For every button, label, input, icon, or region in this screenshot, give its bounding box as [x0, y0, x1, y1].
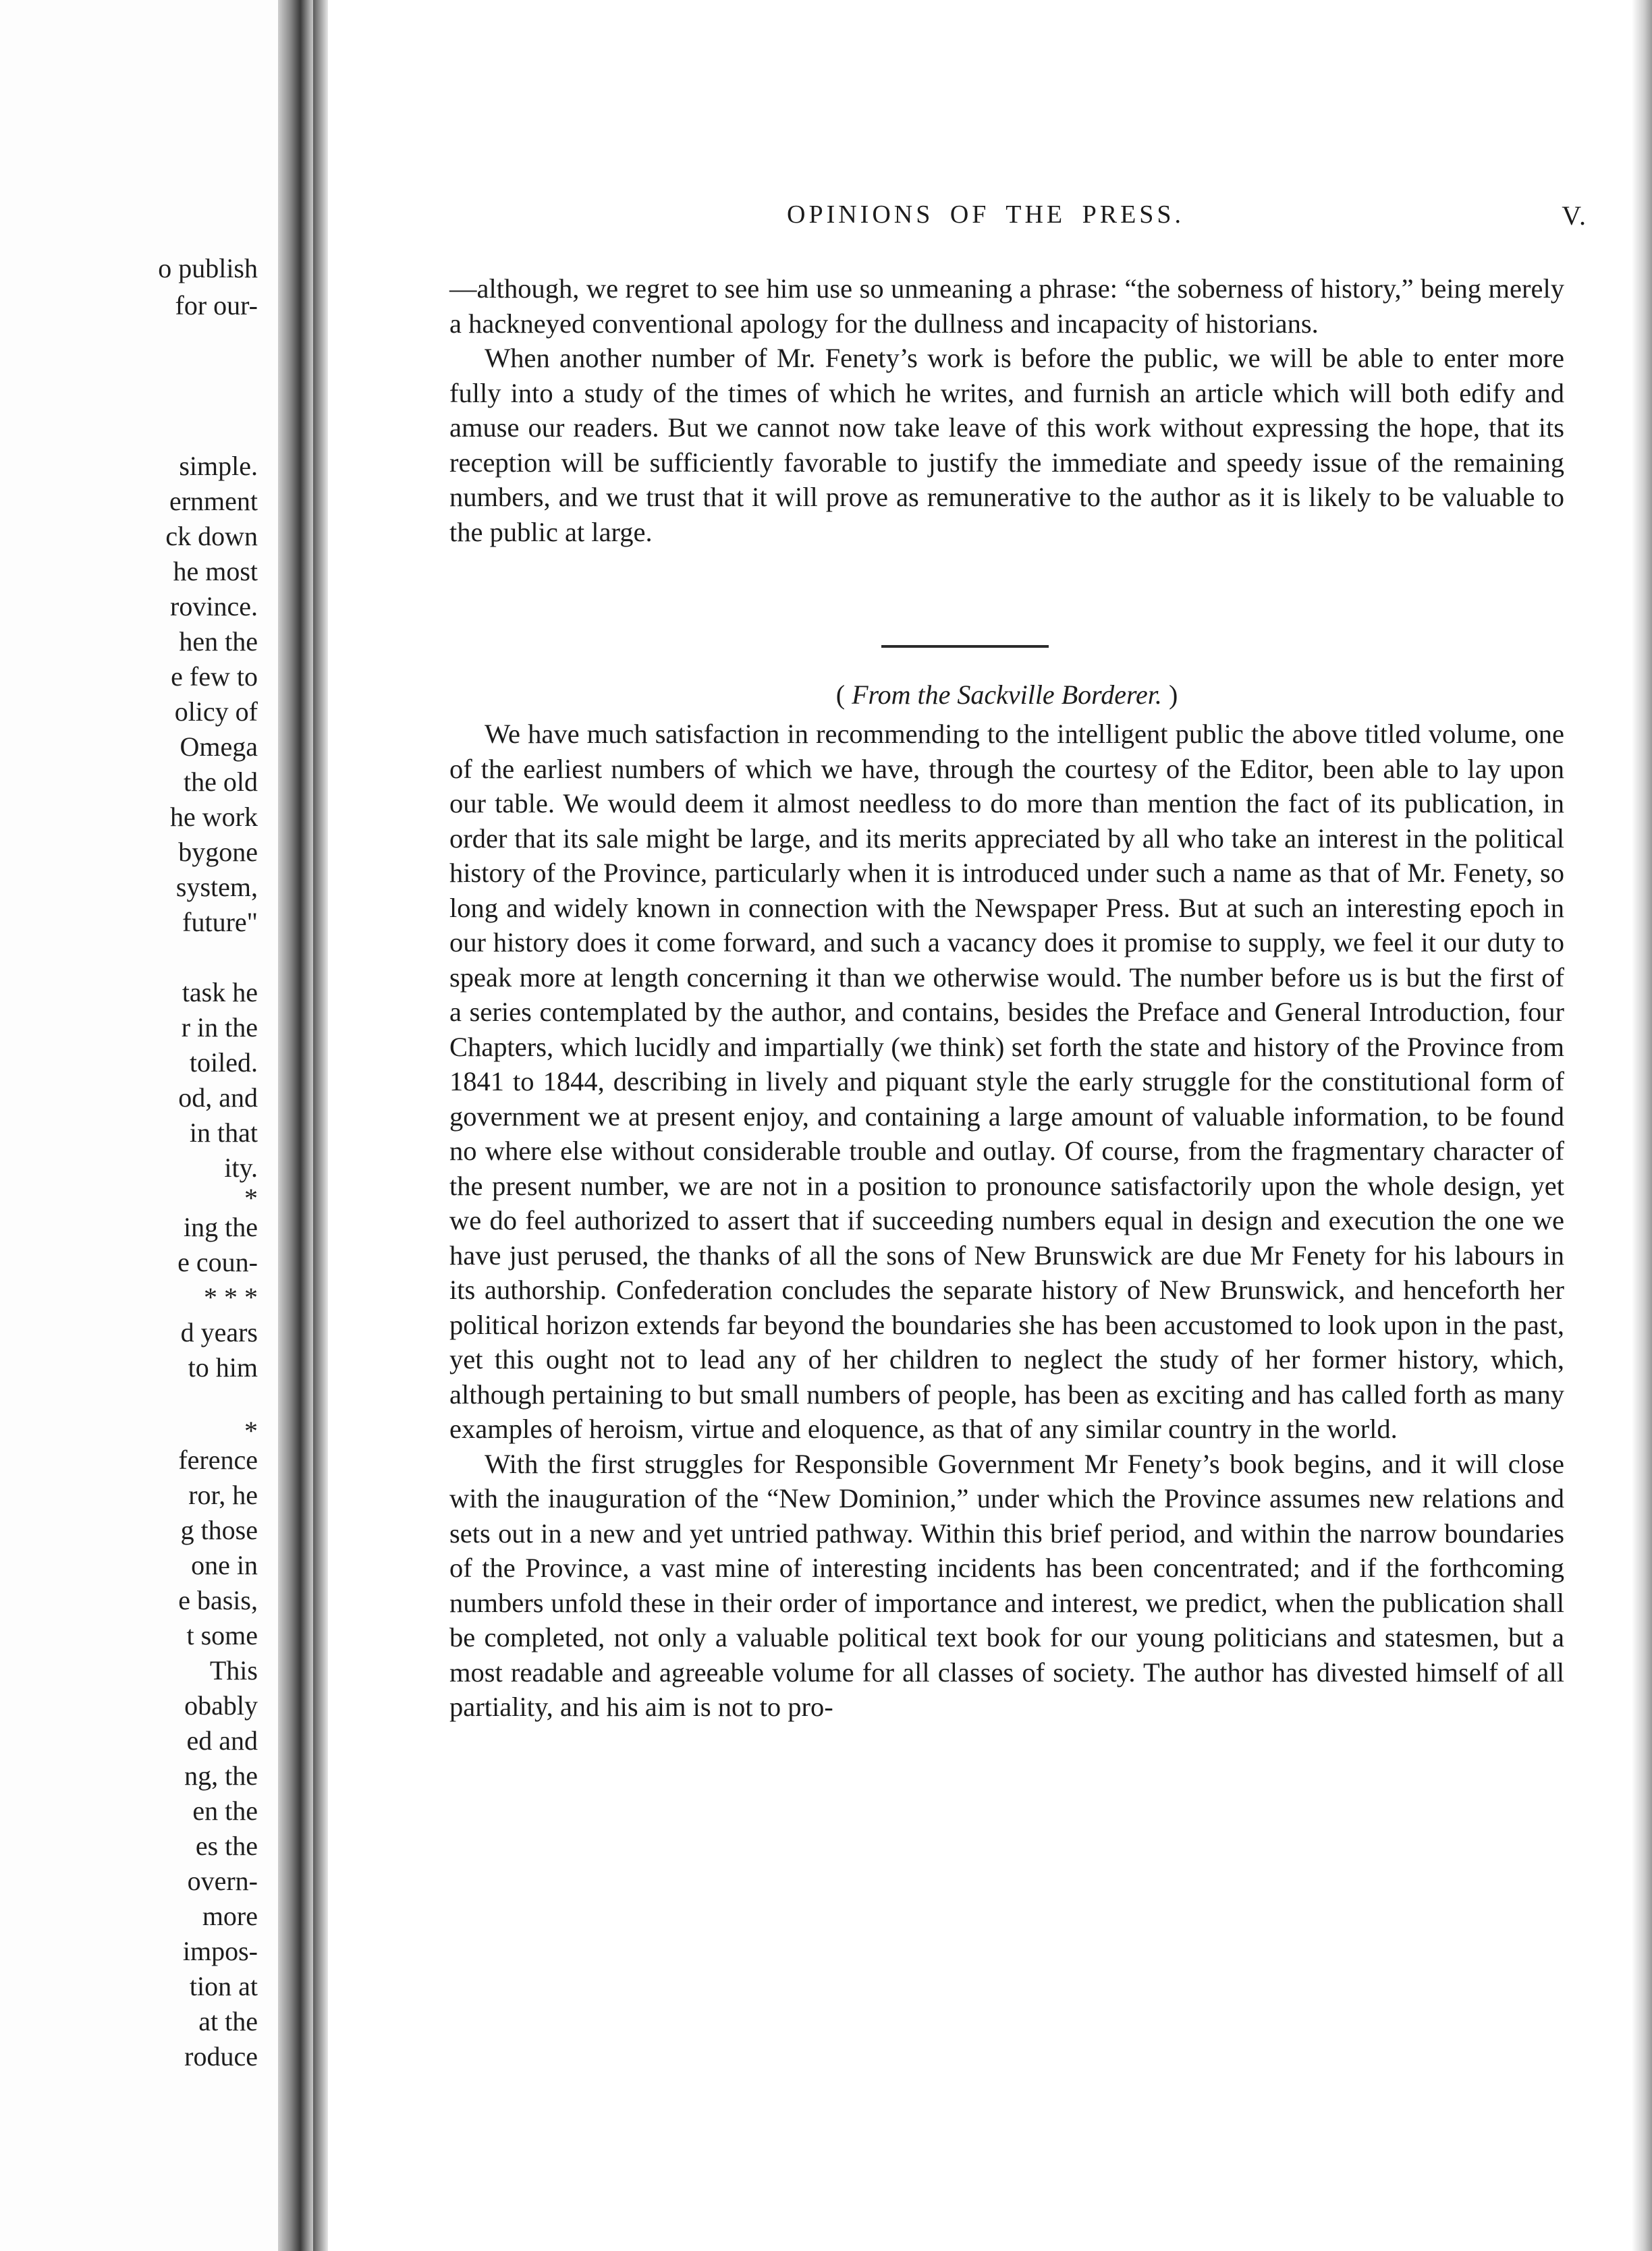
left-page-text-fragment: impos-	[182, 1936, 258, 1966]
left-page-text-fragment: one in	[191, 1550, 258, 1580]
left-page-text-fragment: system,	[175, 872, 258, 902]
left-page-text-fragment: task he	[182, 977, 258, 1007]
left-page-text-fragment: obably	[184, 1690, 258, 1721]
left-page-text-fragment: in that	[189, 1117, 258, 1148]
left-page-text-fragment: he work	[170, 802, 258, 832]
left-page-text-fragment: overn-	[187, 1866, 258, 1896]
left-page-text-fragment: ed and	[186, 1725, 258, 1756]
section-divider-rule	[881, 645, 1049, 648]
bottom-text-column	[449, 717, 1564, 1725]
left-page-text-fragment: e coun-	[177, 1247, 258, 1277]
left-page-text-fragment: ernment	[169, 486, 258, 516]
book-gutter-edge	[313, 0, 328, 2251]
left-page-text-fragment: This	[209, 1655, 258, 1686]
left-page-text-fragment: ing the	[184, 1212, 258, 1242]
left-page-text-fragment: ck down	[165, 521, 258, 551]
left-page-text-fragment: at the	[198, 2006, 258, 2036]
left-page-text-fragment: Omega	[180, 731, 258, 762]
left-page-text-fragment: ror, he	[188, 1480, 258, 1510]
left-page-text-fragment: ity.	[224, 1152, 258, 1183]
left-page-text-fragment: r in the	[181, 1012, 258, 1043]
left-page-text-fragment: olicy of	[174, 696, 258, 727]
left-page-text-fragment: es the	[195, 1831, 258, 1861]
book-page	[328, 0, 1632, 2251]
left-page-text-fragment: rovince.	[170, 591, 258, 621]
source-attribution	[449, 678, 1564, 712]
left-page-text-fragment: toiled.	[189, 1047, 258, 1078]
left-page-text-fragment: more	[202, 1901, 258, 1931]
body-paragraph: With the first struggles for Responsible Government Mr Fenety’s book begins, and it will close with the inauguration of the “New Dominion,” under which the Province assumes new relations and sets out in a new and yet untried pathway. Within this brief period, and within the narrow boundaries of the Province, a vast mine of interesting incidents has been concentrated; and if the forthcoming numbers unfold these in their order of importance and interest, we predict, when the publication shall be completed, not only a valuable political text book for our young politicians and statesmen, but a most readable and agreeable volume for all classes of society. The author has divested himself of all partiality, and his aim is not to pro-	[449, 1448, 1564, 1722]
left-page-text-fragment: *	[244, 1416, 258, 1446]
left-page-text-fragment: od, and	[178, 1082, 258, 1113]
source-title: From the Sackville Borderer.	[852, 679, 1162, 710]
body-paragraph: —although, we regret to see him use so unmeaning a phrase: “the soberness of history,” being merely a hackneyed conventional apology for the dullness and incapacity of historians.	[449, 273, 1564, 339]
left-page-text-fragment: tion at	[189, 1971, 258, 2001]
top-text-column	[449, 271, 1564, 549]
left-page-text-fragment: e few to	[171, 661, 258, 692]
left-page-text-fragment: to him	[188, 1352, 258, 1383]
left-page-text-fragment: the old	[184, 767, 258, 797]
left-page-text-fragment: * * *	[204, 1282, 258, 1312]
body-paragraph: We have much satisfaction in recommending to the intelligent public the above titled volume, one of the earliest numbers of which we have, through the courtesy of the Editor, been able to lay upon our table. We would deem it almost needless to do more than mention the fact of its publication, in order that its sale might be large, and its merits appreciated by all who take an interest in the political history of the Province, particularly when it is introduced under such a name as that of Mr. Fenety, so long and widely known in connection with the Newspaper Press. But at such an interesting epoch in our history does it come forward, and such a vacancy does it promise to supply, we feel it our duty to speak more at length concerning it than we otherwise would. The number before us is but the first of a series contemplated by the author, and contains, besides the Preface and General Introduction, four Chapters, which lucidly and impartially (we think) set forth the state and history of the Province from 1841 to 1844, describing in lively and piquant style the early struggle for the constitutional form of government we at present enjoy, and containing a large amount of valuable information, to be found no where else without considerable trouble and outlay. Of course, from the fragmentary character of the present number, we are not in a position to pronounce satisfactorily upon the whole design, yet we do feel authorized to assert that if succeeding numbers equal in design and execution the one we have just perused, the thanks of all the sons of New Brunswick are due Mr Fenety for his labours in its authorship. Confederation concludes the separate history of New Brunswick, and henceforth her political horizon extends far beyond the boundaries she has been accustomed to look upon in the past, yet this ought not to lead any of her children to neglect the study of her former history, which, although pertaining to but small numbers of people, has been as exciting and has called forth as many examples of heroism, virtue and eloquence, as that of any similar country in the world.	[449, 719, 1564, 1444]
left-page-text-fragment: t some	[186, 1620, 258, 1650]
source-close-paren: )	[1161, 679, 1178, 710]
left-page-text-fragment: ng, the	[184, 1760, 258, 1791]
running-head	[787, 200, 1597, 240]
left-page-text-fragment: *	[244, 1183, 258, 1213]
left-page-text-fragment: d years	[180, 1317, 258, 1347]
left-page-text-fragment: bygone	[178, 837, 258, 867]
left-page-text-fragment: o publish	[158, 253, 258, 283]
page-right-edge	[1632, 0, 1652, 2251]
page-number: V.	[1562, 200, 1587, 231]
left-page-text-fragment: future"	[182, 907, 258, 937]
body-paragraph: When another number of Mr. Fenety’s work is before the public, we will be able to enter more fully into a study of the times of which he writes, and furnish an article which will both edify and amuse our readers. But we cannot now take leave of this work without expressing the hope, that its reception will be sufficiently favorable to justify the immediate and speedy issue of the remaining numbers, and we trust that it will prove as remunerative to the author as it is likely to be valuable to the public at large.	[449, 343, 1564, 547]
left-page-text-fragment: en the	[192, 1796, 258, 1826]
running-title: OPINIONS OF THE PRESS.	[787, 200, 1185, 229]
left-page-text-fragment: he most	[173, 556, 258, 586]
left-page-text-fragment: g those	[180, 1515, 258, 1545]
book-gutter-shadow	[278, 0, 319, 2251]
left-page-text-fragment: simple.	[179, 451, 258, 481]
source-open-paren: (	[835, 679, 852, 710]
left-page-text-fragment: roduce	[184, 2041, 258, 2072]
left-page-text-fragment: for our-	[175, 290, 258, 321]
left-facing-page	[0, 0, 278, 2251]
left-page-text-fragment: hen the	[179, 626, 258, 657]
left-page-text-fragment: e basis,	[178, 1585, 258, 1615]
left-page-text-fragment: ference	[178, 1445, 258, 1475]
